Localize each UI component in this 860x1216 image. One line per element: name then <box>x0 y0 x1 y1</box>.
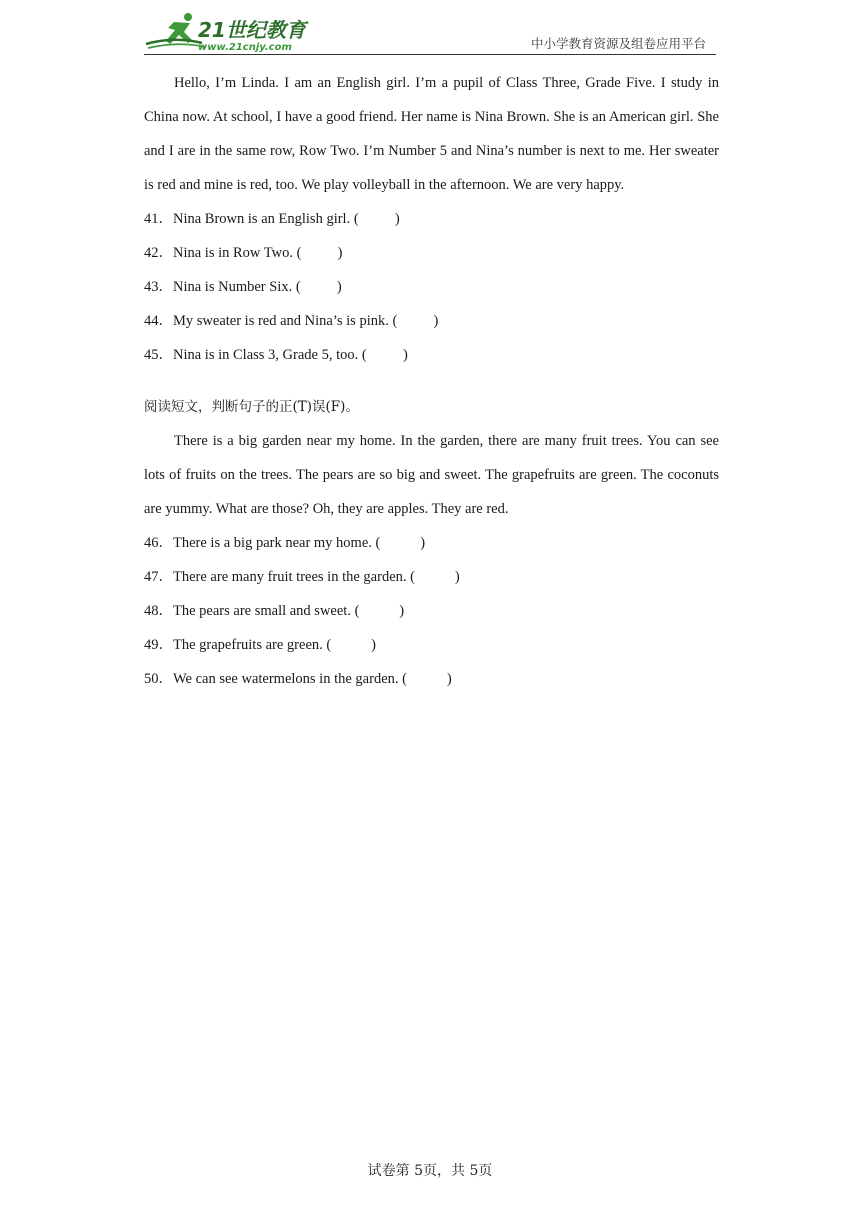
question-50: 50．We can see watermelons in the garden. ( ) <box>144 671 452 687</box>
page-footer: 试卷第 5页，共 5页 <box>367 1163 493 1179</box>
exam-content <box>144 66 719 696</box>
question-list-1 <box>144 202 719 372</box>
question-list-2 <box>144 526 719 696</box>
question-46: 46．There is a big park near my home. ( ) <box>144 535 426 551</box>
question-43: 43．Nina is Number Six. ( ) <box>144 279 342 295</box>
section-instruction: 阅读短文，判断句子的正(T)误(F)。 <box>144 399 359 415</box>
question-49: 49．The grapefruits are green. ( ) <box>144 637 376 653</box>
section-spacer <box>144 372 719 390</box>
page-header <box>144 8 716 55</box>
logo-url: www.21cnjy.com <box>198 42 292 52</box>
reading-passage-2: There is a big garden near my home. In the garden, there are many fruit trees. You can see lots of fruits on the trees. The pears are so big and sweet. The grapefruits are green. The coconuts are yummy. What are those? Oh, they are apples. They are red. <box>144 433 719 517</box>
reading-passage-1: Hello, I’m Linda. I am an English girl. I’m a pupil of Class Three, Grade Five. I study in China now. At school, I have a good friend. Her name is Nina Brown. She is an American girl. She and I are in the same row, Row Two. I’m Number 5 and Nina’s number is next to me. Her sweater is red and mine is red, too. We play volleyball in the afternoon. We are very happy. <box>144 75 719 193</box>
header-platform-text: 中小学教育资源及组卷应用平台 <box>530 36 706 51</box>
question-44: 44．My sweater is red and Nina’s is pink. ( ) <box>144 313 439 329</box>
question-41: 41．Nina Brown is an English girl. ( ) <box>144 211 400 227</box>
question-47: 47．There are many fruit trees in the garden. ( ) <box>144 569 460 585</box>
question-42: 42．Nina is in Row Two. ( ) <box>144 245 343 261</box>
logo-text: 21世纪教育 <box>198 18 306 42</box>
question-45: 45．Nina is in Class 3, Grade 5, too. ( ) <box>144 347 408 363</box>
logo-21cnjy <box>144 10 314 52</box>
question-48: 48．The pears are small and sweet. ( ) <box>144 603 405 619</box>
